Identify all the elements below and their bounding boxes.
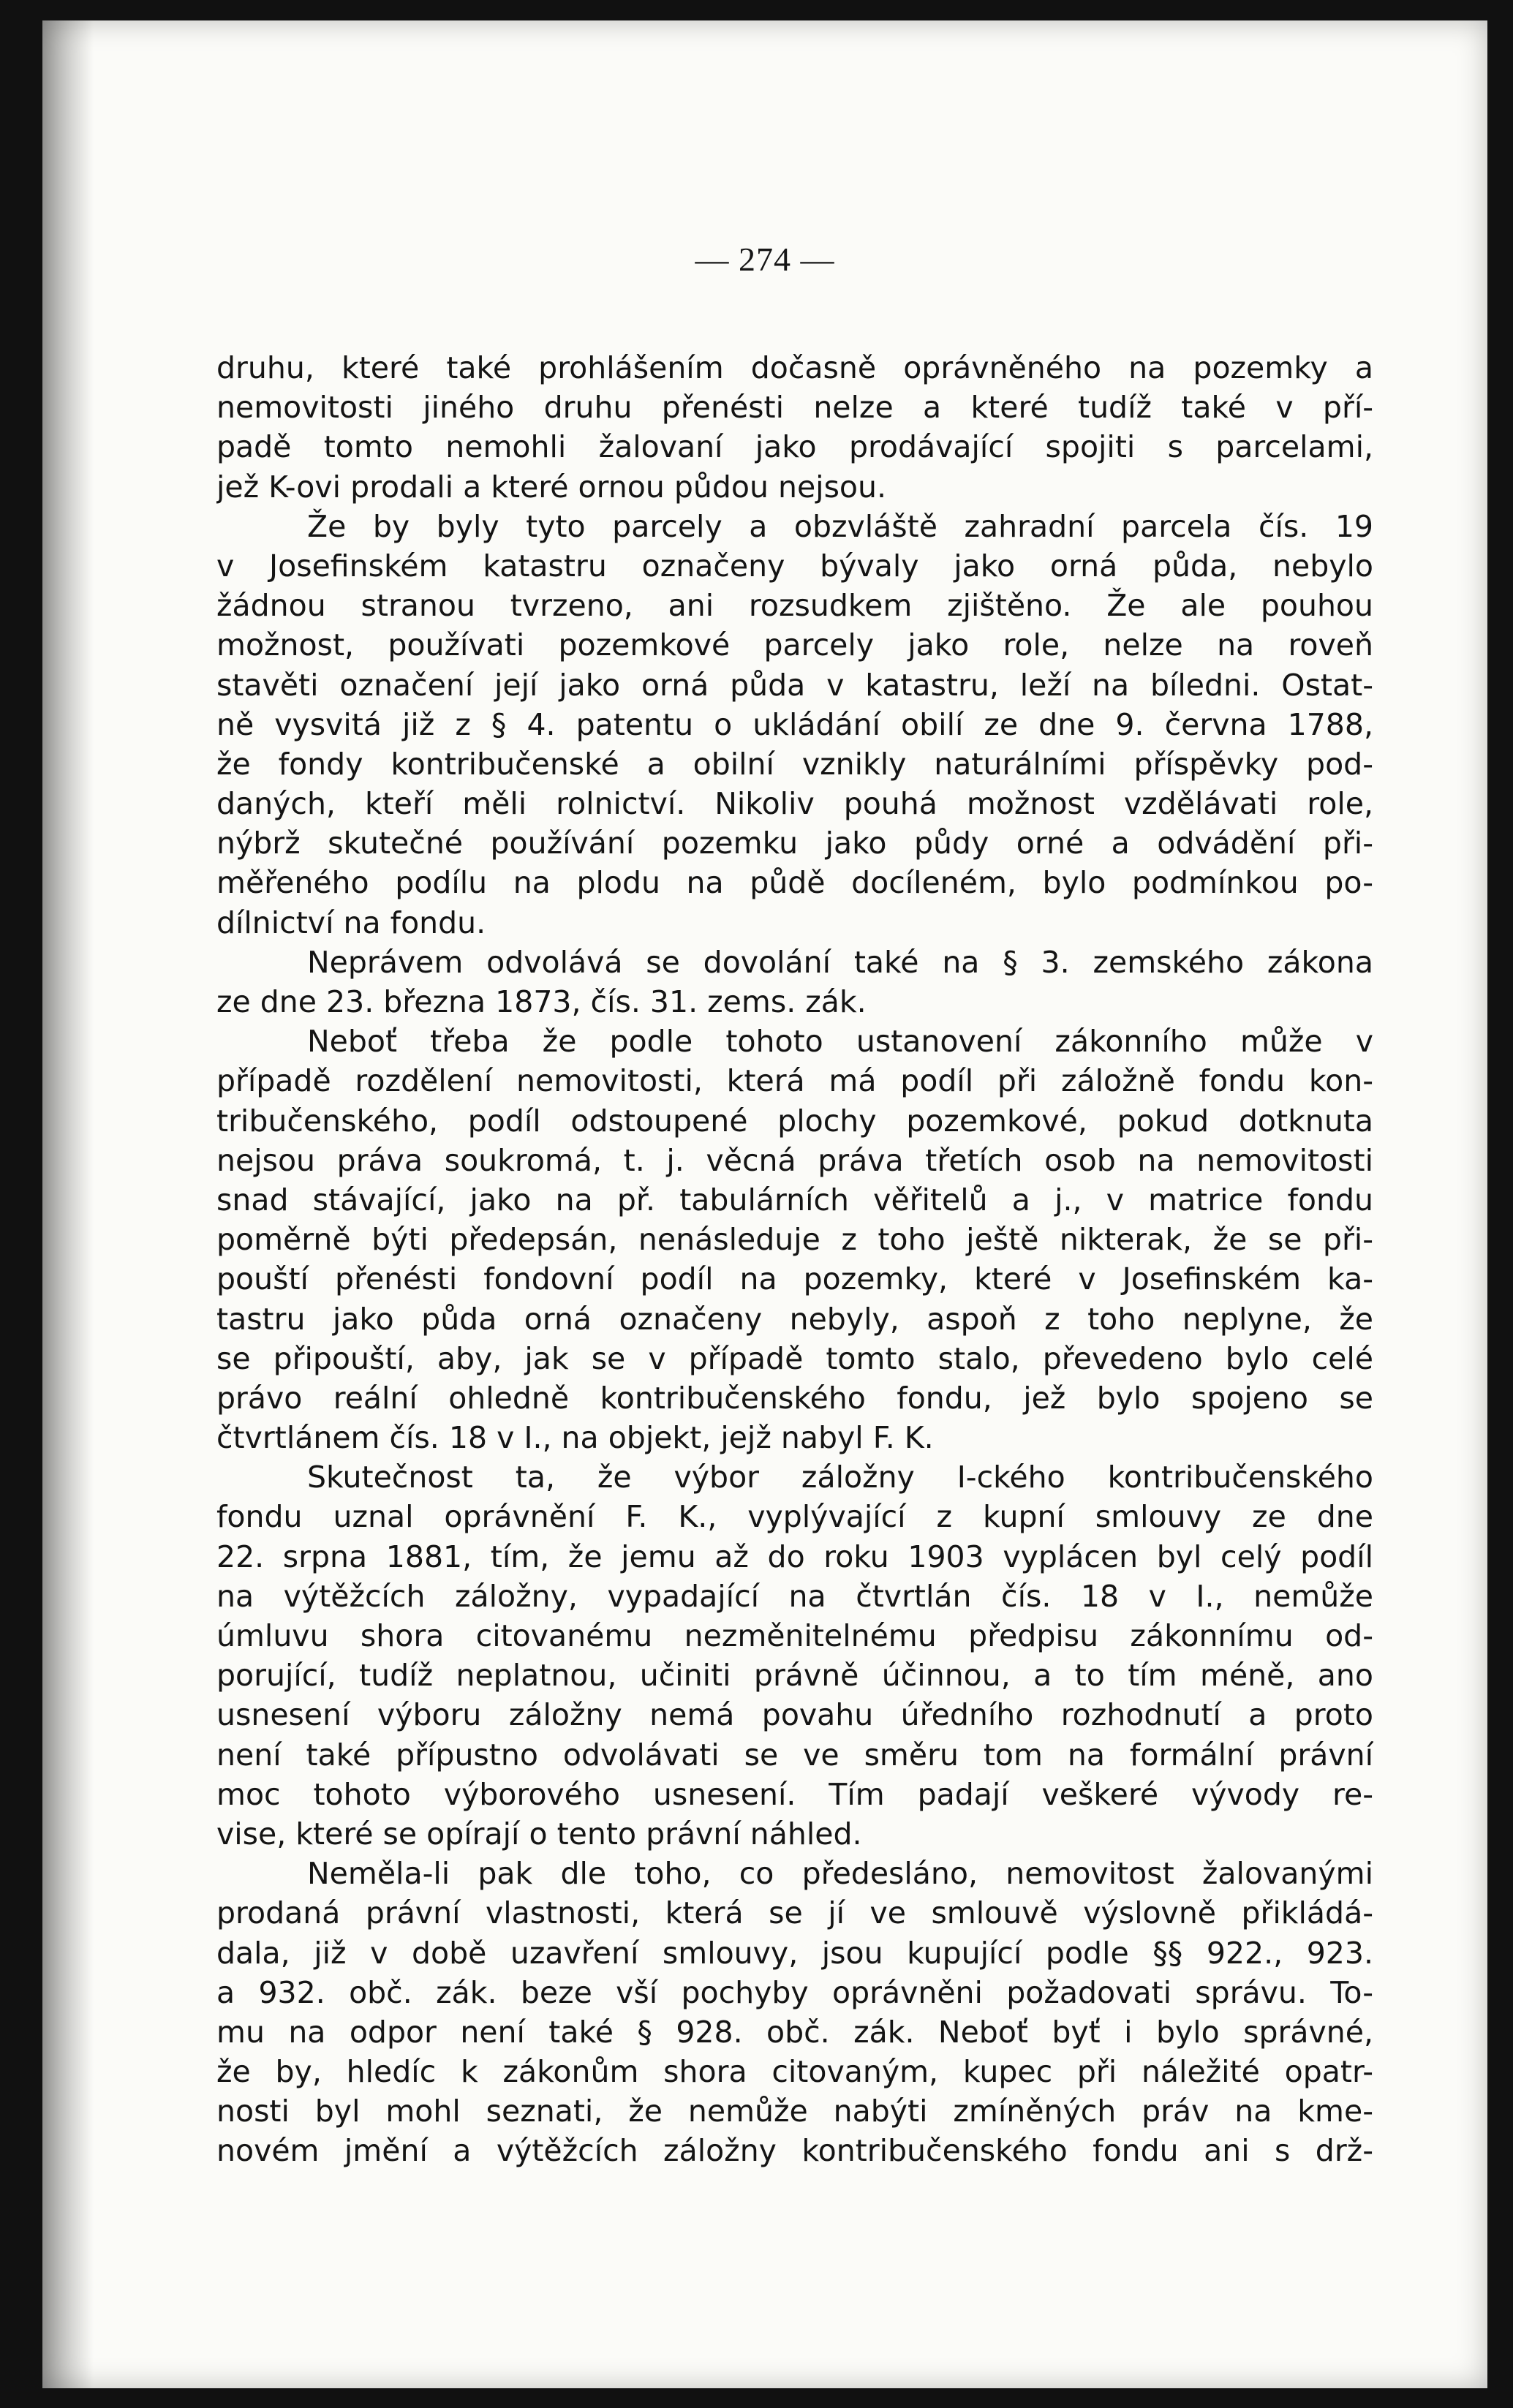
text-line: pouští přenésti fondovní podíl na pozemky, které v Josefinském ka- (216, 1261, 1373, 1297)
text-line: na výtěžcích záložny, vypadající na čtvrtlán čís. 18 v I., nemůže (216, 1578, 1373, 1614)
text-line: daných, kteří měli rolnictví. Nikoliv pouhá možnost vzdělávati role, (216, 786, 1373, 822)
text-line: žádnou stranou tvrzeno, ani rozsudkem zjištěno. Že ale pouhou (216, 588, 1373, 624)
body-text (216, 348, 1373, 2171)
text-line: ně vysvitá již z § 4. patentu o ukládání obilí ze dne 9. června 1788, (216, 706, 1373, 742)
book-page (42, 20, 1487, 2388)
text-line: vise, které se opírají o tento právní náhled. (216, 1816, 862, 1852)
text-line: prodaná právní vlastnosti, která se jí ve smlouvě výslovně přikládá- (216, 1895, 1373, 1931)
text-line: a 932. obč. zák. beze vší pochyby oprávněni požadovati správu. To- (216, 1974, 1373, 2010)
text-line: tastru jako půda orná označeny nebyly, aspoň z toho neplyne, že (216, 1301, 1373, 1337)
text-line: případě rozdělení nemovitosti, která má podíl při záložně fondu kon- (216, 1063, 1373, 1099)
text-line: porující, tudíž neplatnou, učiniti právně účinnou, a to tím méně, ano (216, 1658, 1373, 1694)
text-line: dala, již v době uzavření smlouvy, jsou kupující podle §§ 922., 923. (216, 1935, 1373, 1971)
text-line: jež K-ovi prodali a které ornou půdou nejsou. (216, 469, 887, 505)
text-line: poměrně býti předepsán, nenásleduje z toho ještě nikterak, že se při- (216, 1222, 1373, 1258)
text-line: nosti byl mohl seznati, že nemůže nabýti zmíněných práv na kme- (216, 2094, 1373, 2129)
text-line: že by, hledíc k zákonům shora citovaným, kupec při náležité opatr- (216, 2054, 1373, 2090)
text-line: tribučenského, podíl odstoupené plochy pozemkové, pokud dotknuta (216, 1103, 1373, 1139)
text-line: Neprávem odvolává se dovolání také na § 3. zemského zákona (307, 944, 1373, 980)
text-line: moc tohoto výborového usnesení. Tím padají veškeré vývody re- (216, 1776, 1373, 1812)
text-line: novém jmění a výtěžcích záložny kontribučenského fondu ani s drž- (216, 2133, 1373, 2169)
text-line: se připouští, aby, jak se v případě tomto stalo, převedeno bylo celé (216, 1340, 1373, 1376)
text-line: stavěti označení její jako orná půda v katastru, leží na bíledni. Ostat- (216, 667, 1373, 703)
page-edge-shadow (42, 20, 94, 2388)
text-line: ze dne 23. března 1873, čís. 31. zems. zák. (216, 984, 867, 1019)
text-line: právo reální ohledně kontribučenského fondu, jež bylo spojeno se (216, 1380, 1373, 1416)
text-line: snad stávající, jako na př. tabulárních věřitelů a j., v matrice fondu (216, 1182, 1373, 1218)
text-line: nejsou práva soukromá, t. j. věcná práva třetích osob na nemovitosti (216, 1142, 1373, 1178)
text-line: v Josefinském katastru označeny bývaly jako orná půda, nebylo (216, 548, 1373, 584)
text-line: možnost, používati pozemkové parcely jako role, nelze na roveň (216, 627, 1373, 663)
text-line: není také přípustno odvolávati se ve směru tom na formální právní (216, 1737, 1373, 1773)
text-line: měřeného podílu na plodu na půdě docíleném, bylo podmínkou po- (216, 865, 1373, 901)
text-line: Že by byly tyto parcely a obzvláště zahradní parcela čís. 19 (307, 508, 1373, 544)
text-line: Neměla-li pak dle toho, co předesláno, nemovitost žalovanými (307, 1856, 1373, 1892)
text-line: nemovitosti jiného druhu přenésti nelze a které tudíž také v pří- (216, 390, 1373, 426)
text-line: Skutečnost ta, že výbor záložny I-ckého kontribučenského (307, 1460, 1373, 1495)
text-line: usnesení výboru záložny nemá povahu úředního rozhodnutí a proto (216, 1697, 1373, 1733)
text-line: Neboť třeba že podle tohoto ustanovení zákonního může v (307, 1024, 1373, 1060)
text-line: druhu, které také prohlášením dočasně oprávněného na pozemky a (216, 350, 1373, 385)
text-line: mu na odpor není také § 928. obč. zák. Neboť byť i bylo správné, (216, 2014, 1373, 2050)
text-line: že fondy kontribučenské a obilní vznikly naturálními příspěvky pod- (216, 746, 1373, 782)
text-line: 22. srpna 1881, tím, že jemu až do roku 1903 vyplácen byl celý podíl (216, 1539, 1373, 1574)
text-line: čtvrtlánem čís. 18 v I., na objekt, jejž nabyl F. K. (216, 1420, 934, 1456)
text-line: padě tomto nemohli žalovaní jako prodávající spojiti s parcelami, (216, 429, 1373, 465)
text-line: úmluvu shora citovanému nezměnitelnému předpisu zákonnímu od- (216, 1618, 1373, 1653)
text-line: fondu uznal oprávnění F. K., vyplývající z kupní smlouvy ze dne (216, 1499, 1373, 1535)
page-number: — 274 — (695, 241, 835, 278)
text-line: nýbrž skutečné používání pozemku jako půdy orné a odvádění při- (216, 826, 1373, 861)
text-line: dílnictví na fondu. (216, 905, 486, 940)
